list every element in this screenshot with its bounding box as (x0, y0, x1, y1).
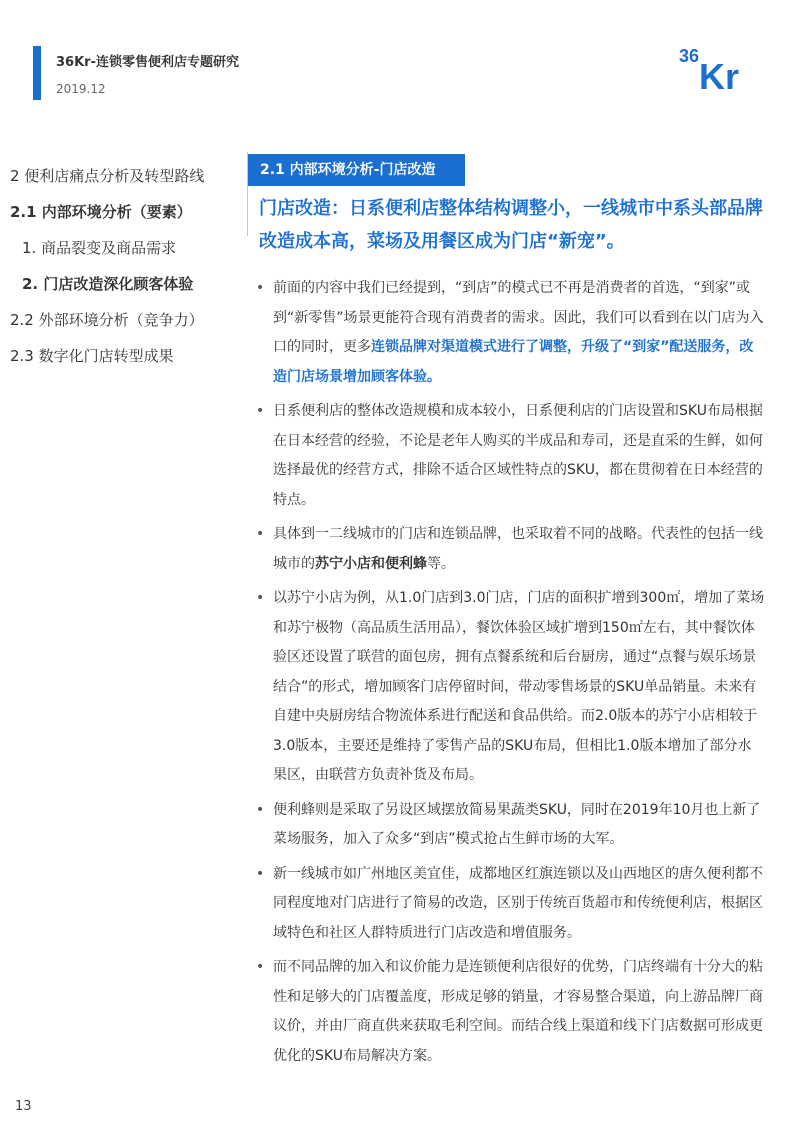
toc-item[interactable]: 2.2 外部环境分析（竞争力） (10, 311, 204, 329)
bullet-text: 具体到一二线城市的门店和连锁品牌，也采取着不同的战略。代表性的包括一线城市的 (273, 526, 763, 572)
bullet-text: 以苏宁小店为例，从1.0门店到3.0门店，门店的面积扩增到300㎡，增加了菜场和苏宁极物（高品质生活用品），餐饮体验区域扩增到150㎡左右，其中餐饮体验区还设置了联营的面包房，拥有点餐系统和后台厨房，通过“点餐与娱乐场景结合”的形式，增加顾客门店停留时间，带动零售场景的SKU单品销量。未来有自建中央厨房结合物流体系进行配送和食品供给。而2.0版本的苏宁小店相较于3.0版本，主要还是维持了零售产品的SKU布局，但相比1.0版本增加了部分水果区，由联营方负责补货及布局。 (273, 590, 765, 783)
report-date: 2019.12 (56, 82, 106, 96)
section-headline: 门店改造：日系便利店整体结构调整小，一线城市中系头部品牌改造成本高，菜场及用餐区成为门店“新宠”。 (259, 198, 763, 252)
bullet-text: 日系便利店的整体改造规模和成本较小，日系便利店的门店设置和SKU布局根据在日本经营的经验，不论是老年人购买的半成品和寿司，还是直采的生鲜，如何选择最优的经营方式，排除不适合区域性特点的SKU，都在贯彻着在日本经营的特点。 (273, 403, 763, 508)
bullet-emphasis-text: 苏宁小店和便利蜂 (315, 555, 427, 572)
toc-item[interactable]: 2 便利店痛点分析及转型路线 (10, 167, 205, 185)
section-tag: 2.1 内部环境分析-门店改造 (248, 154, 465, 186)
toc-item[interactable]: 2.3 数字化门店转型成果 (10, 347, 174, 365)
bullet-item (255, 584, 765, 791)
bullet-item (255, 397, 765, 515)
bullet-text: 新一线城市如广州地区美宜佳，成都地区红旗连锁以及山西地区的唐久便利都不同程度地对门店进行了简易的改造，区别于传统百货超市和传统便利店，根据区域特色和社区人群特质进行门店改造和增值服务。 (273, 865, 763, 941)
bullet-item (255, 953, 765, 1071)
bullet-item (255, 274, 765, 392)
bullet-item (255, 520, 765, 579)
page-number: 13 (15, 1099, 32, 1114)
table-of-contents (10, 162, 240, 378)
bullet-list (255, 274, 765, 1076)
bullet-text: 而不同品牌的加入和议价能力是连锁便利店很好的优势，门店终端有十分大的粘性和足够大的门店覆盖度，形成足够的销量，才容易整合渠道，向上游品牌厂商议价，并由厂商直供来获取毛利空间。而结合线上渠道和线下门店数据可形成更优化的SKU布局解决方案。 (273, 959, 763, 1064)
36kr-logo (677, 42, 767, 92)
toc-item[interactable]: 2. 门店改造深化顾客体验 (22, 275, 194, 293)
toc-item[interactable]: 2.1 内部环境分析（要素） (10, 203, 192, 221)
logo-text-kr: Kr (699, 56, 740, 92)
toc-item[interactable]: 1. 商品裂变及商品需求 (22, 239, 177, 257)
header-accent-bar (33, 46, 41, 100)
report-title: 36Kr-连锁零售便利店专题研究 (56, 55, 239, 70)
bullet-text: 便利蜂则是采取了另设区域摆放简易果蔬类SKU，同时在2019年10月也上新了菜场服务，加入了众多“到店”模式抢占生鲜市场的大军。 (273, 801, 761, 847)
bullet-emphasis-text: 连锁品牌对渠道模式进行了调整，升级了“到家”配送服务，改造门店场景增加顾客体验。 (273, 339, 754, 385)
logo-text-36: 36 (679, 46, 700, 66)
bullet-text: 等。 (427, 555, 455, 572)
bullet-item (255, 860, 765, 949)
bullet-text: 前面的内容中我们已经提到，“到店”的模式已不再是消费者的首选，“到家”或到“新零售”场景更能符合现有消费者的需求。因此，我们可以看到在以门店为入口的同时，更多 (273, 280, 764, 355)
bullet-item (255, 796, 765, 855)
